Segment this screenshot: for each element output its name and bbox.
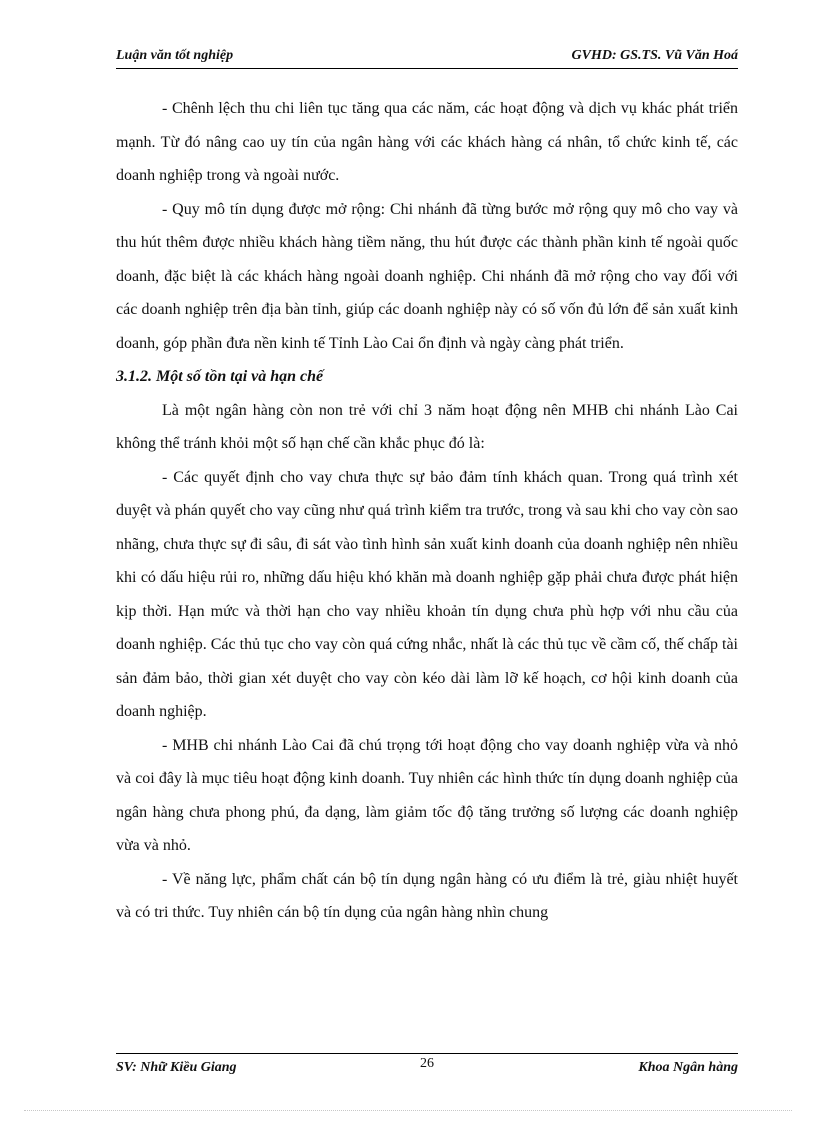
page-header	[116, 48, 738, 69]
paragraph-staff-capacity: - Về năng lực, phẩm chất cán bộ tín dụng ngân hàng có ưu điểm là trẻ, giàu nhiệt huyết và có tri thức. Tuy nhiên cán bộ tín dụng của ngân hàng nhìn chung	[116, 870, 738, 921]
footer-faculty: Khoa Ngân hàng	[638, 1060, 738, 1075]
page-bottom-divider	[24, 1110, 792, 1111]
paragraph-revenue-growth: - Chênh lệch thu chi liên tục tăng qua các năm, các hoạt động và dịch vụ khác phát triển mạnh. Từ đó nâng cao uy tín của ngân hàng với các khách hàng cá nhân, tổ chức kinh tế, các doanh nghiệp trong và ngoài nước.	[116, 100, 738, 184]
page-number: 26	[420, 1056, 434, 1071]
page-footer	[116, 1053, 738, 1078]
section-heading: 3.1.2. Một số tồn tại và hạn chế	[116, 368, 324, 385]
paragraph-lending-decisions: - Các quyết định cho vay chưa thực sự bảo đảm tính khách quan. Trong quá trình xét duyệt và phán quyết cho vay cũng như quá trình kiểm tra trước, trong và sau khi cho vay còn sao nhãng, chưa thực sự đi sâu, đi sát vào tình hình sản xuất kinh doanh của doanh nghiệp nên nhiều khi có dấu hiệu rủi ro, những dấu hiệu khó khăn mà doanh nghiệp gặp phải chưa được phát hiện kịp thời. Hạn mức và thời hạn cho vay nhiều khoản tín dụng chưa phù hợp với nhu cầu của doanh nghiệp. Các thủ tục cho vay còn quá cứng nhắc, nhất là các thủ tục về cầm cố, thế chấp tài sản đảm bảo, thời gian xét duyệt cho vay còn kéo dài làm lỡ kế hoạch, cơ hội kinh doanh của doanh nghiệp.	[116, 468, 738, 720]
page-body	[116, 92, 738, 930]
footer-student-name: SV: Nhữ Kiều Giang	[116, 1060, 237, 1075]
header-supervisor: GVHD: GS.TS. Vũ Văn Hoá	[571, 48, 738, 63]
paragraph-credit-scale: - Quy mô tín dụng được mở rộng: Chi nhánh đã từng bước mở rộng quy mô cho vay và thu hút thêm được nhiều khách hàng tiềm năng, thu hút được các thành phần kinh tế ngoài quốc doanh, đặc biệt là các khách hàng ngoài doanh nghiệp. Chi nhánh đã mở rộng cho vay đối với các doanh nghiệp trên địa bàn tỉnh, giúp các doanh nghiệp này có số vốn đủ lớn để sản xuất kinh doanh, góp phần đưa nền kinh tế Tỉnh Lào Cai ổn định và ngày càng phát triển.	[116, 200, 738, 352]
paragraph-intro-limitations: Là một ngân hàng còn non trẻ với chỉ 3 năm hoạt động nên MHB chi nhánh Lào Cai không thể tránh khỏi một số hạn chế cần khắc phục đó là:	[116, 401, 738, 452]
paragraph-sme-lending: - MHB chi nhánh Lào Cai đã chú trọng tới hoạt động cho vay doanh nghiệp vừa và nhỏ và coi đây là mục tiêu hoạt động kinh doanh. Tuy nhiên các hình thức tín dụng doanh nghiệp của ngân hàng chưa phong phú, đa dạng, làm giảm tốc độ tăng trưởng số lượng các doanh nghiệp vừa và nhỏ.	[116, 736, 738, 854]
header-thesis-title: Luận văn tốt nghiệp	[116, 48, 234, 63]
